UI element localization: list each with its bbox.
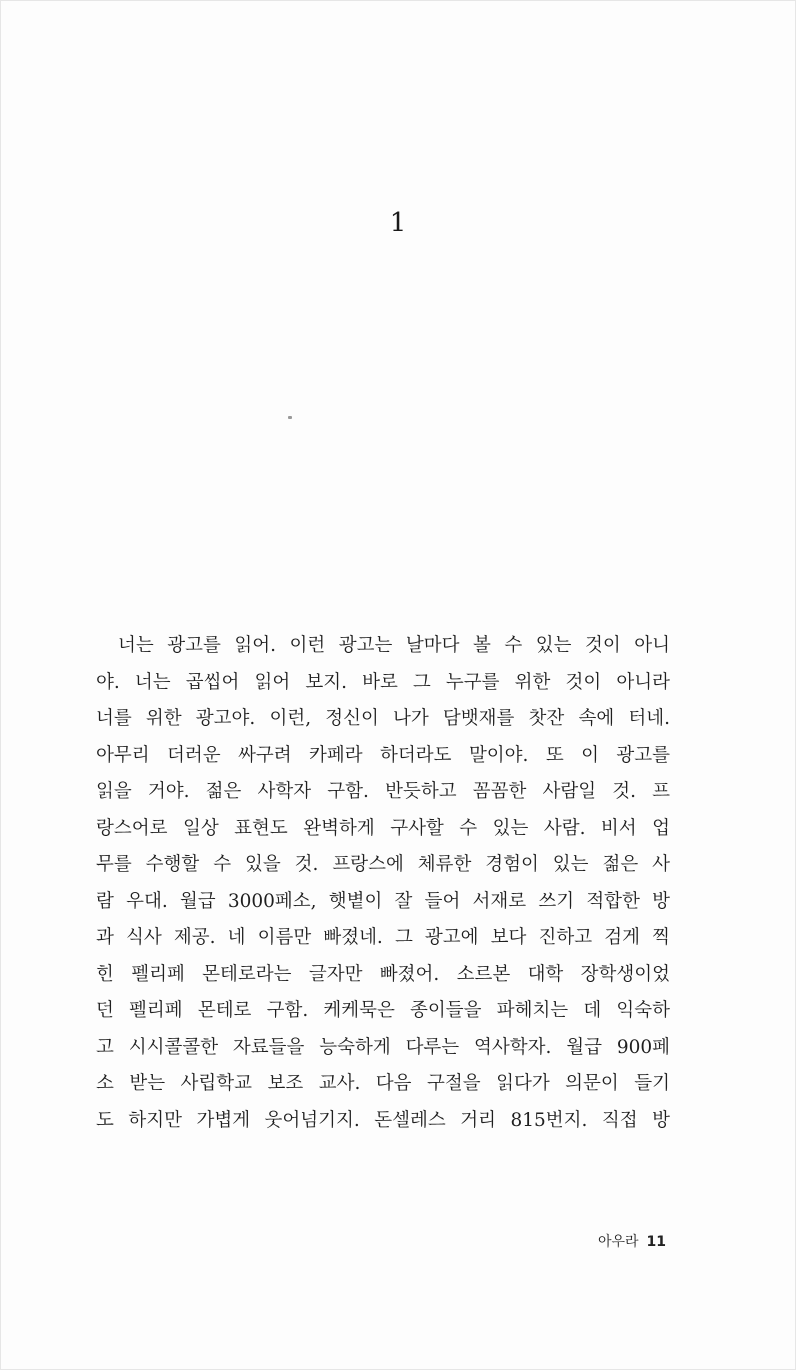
text-line: 힌 펠리페 몬테로라는 글자만 빠졌어. 소르본 대학 장학생이었 [96,963,670,985]
text-line: 소 받는 사립학교 보조 교사. 다음 구절을 읽다가 의문이 들기 [96,1073,670,1094]
text-line: 야. 너는 곱씹어 읽어 보지. 바로 그 누구를 위한 것이 아니라 [96,671,670,693]
book-title: 아우라 [597,1234,639,1250]
text-line: 읽을 거야. 젊은 사학자 구함. 반듯하고 꼼꼼한 사람일 것. 프 [96,781,670,802]
text-line: 무를 수행할 수 있을 것. 프랑스에 체류한 경험이 있는 젊은 사 [96,854,670,875]
text-line: 과 식사 제공. 네 이름만 빠졌네. 그 광고에 보다 진하고 검게 찍 [96,927,670,948]
text-line: 던 펠리페 몬테로 구함. 케케묵은 종이들을 파헤치는 데 익숙하 [96,1000,670,1021]
text-line: 너를 위한 광고야. 이런, 정신이 나가 담뱃재를 찻잔 속에 터네. [96,708,670,729]
text-line: 도 하지만 가볍게 웃어넘기지. 돈셀레스 거리 815번지. 직접 방 [96,1109,670,1131]
text-line: 너는 광고를 읽어. 이런 광고는 날마다 볼 수 있는 것이 아니 [118,635,670,656]
body-paragraph [96,628,670,1139]
chapter-number: 1 [389,208,407,238]
text-line: 아무리 더러운 싸구려 카페라 하더라도 말이야. 또 이 광고를 [96,744,670,766]
text-line: 람 우대. 월급 3000페소, 햇볕이 잘 들어 서재로 쓰기 적합한 방 [96,890,670,912]
running-footer [598,1232,666,1252]
page-number: 11 [646,1234,666,1250]
text-line: 랑스어로 일상 표현도 완벽하게 구사할 수 있는 사람. 비서 업 [96,817,670,839]
text-line: 고 시시콜콜한 자료들을 능숙하게 다루는 역사학자. 월급 900페 [96,1036,670,1058]
paper-speck [288,416,292,419]
